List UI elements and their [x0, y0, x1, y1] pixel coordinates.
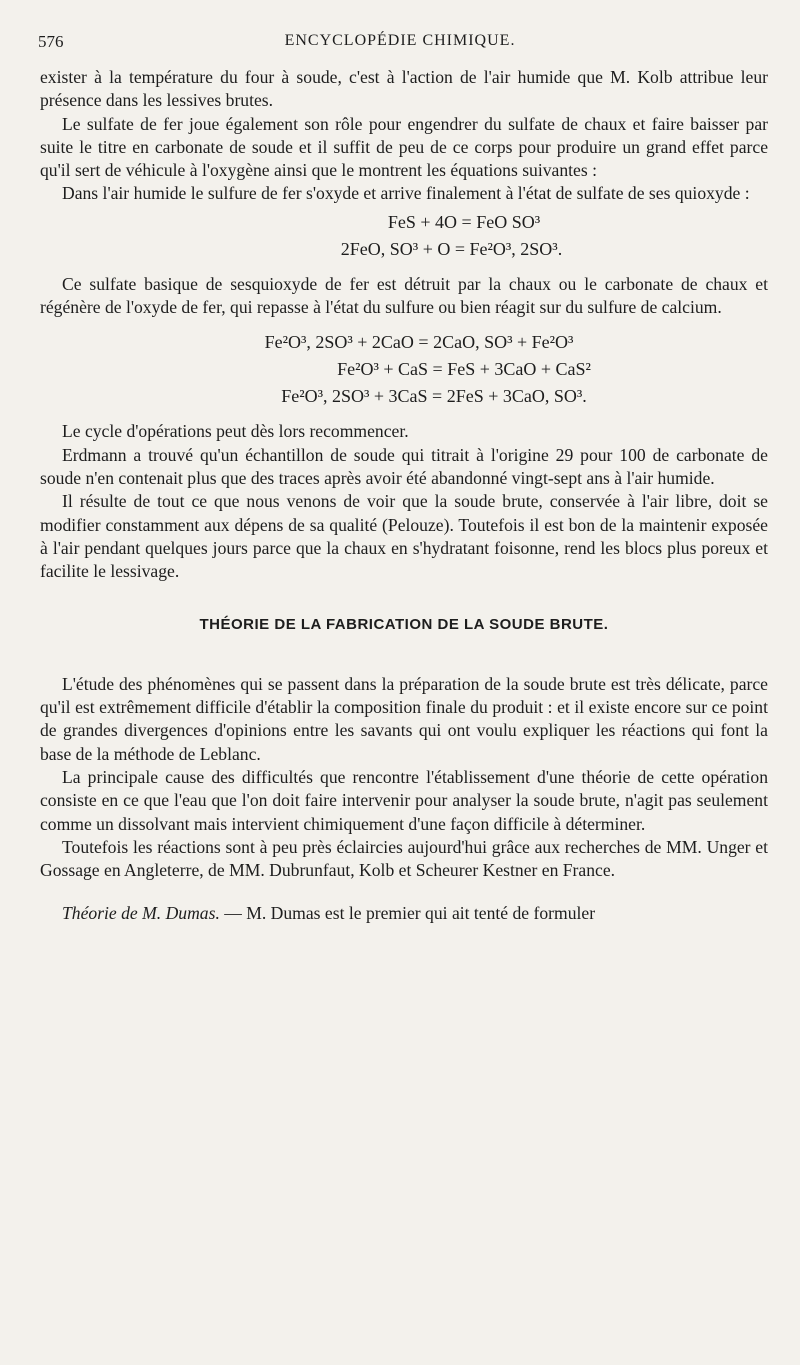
paragraph [40, 902, 768, 925]
subheading: Théorie de M. Dumas. [62, 903, 220, 924]
paragraph: Dans l'air humide le sulfure de fer s'oxyde et arrive finalement à l'état de sulfate de ses quioxyde : [62, 183, 750, 204]
paragraph: Le sulfate de fer joue également son rôle pour engendrer du sulfate de chaux et faire baisser par suite le titre en carbonate de soude et il suffit de peu de ce corps pour produire un grand effet parce qu'il sert de véhicule à l'oxygène ainsi que le montrent les équations suivantes : [40, 113, 768, 181]
page-number: 576 [38, 32, 64, 51]
equation: FeS + 4O = FeO SO³ [387, 211, 541, 232]
equation: Fe²O³ + CaS = FeS + 3CaO + CaS² [337, 359, 591, 380]
paragraph: Ce sulfate basique de sesquioxyde de fer est détruit par la chaux ou le carbonate de chaux et régénère de l'oxyde de fer, qui repasse à l'état du sulfure ou bien réagit sur du sulfure de calcium. [40, 273, 768, 318]
equation: 2FeO, SO³ + O = Fe²O³, 2SO³. [340, 238, 563, 259]
running-title: ENCYCLOPÉDIE CHIMIQUE. [284, 32, 516, 49]
equation-group [40, 209, 768, 263]
equation: Fe²O³, 2SO³ + 2CaO = 2CaO, SO³ + Fe²O³ [264, 332, 574, 353]
paragraph: Le cycle d'opérations peut dès lors recommencer. [62, 421, 409, 442]
equation-group [40, 329, 768, 410]
section-heading: THÉORIE DE LA FABRICATION DE LA SOUDE BRUTE. [199, 616, 609, 634]
equation: Fe²O³, 2SO³ + 3CaS = 2FeS + 3CaO, SO³. [281, 386, 587, 407]
page-header [38, 32, 762, 60]
paragraph: Toutefois les réactions sont à peu près éclaircies aujourd'hui grâce aux recherches de MM. Unger et Gossage en Angleterre, de MM. Dubrunfaut, Kolb et Scheurer Kestner en France. [40, 836, 768, 881]
paragraph: L'étude des phénomènes qui se passent dans la préparation de la soude brute est très délicate, parce qu'il est extrêmement difficile d'établir la composition finale du produit : et il existe encore sur ce point de grandes divergences d'opinions entre les savants qui ont voulu expliquer les réactions qui font la base de la méthode de Leblanc. [40, 673, 768, 764]
paragraph: La principale cause des difficultés que rencontre l'établissement d'une théorie de cette opération consiste en ce que l'eau que l'on doit faire intervenir pour analyser la soude brute, n'agit pas seulement comme un dissolvant mais intervient chimiquement d'une façon difficile à déterminer. [40, 766, 768, 834]
paragraph: exister à la température du four à soude, c'est à l'action de l'air humide que M. Kolb attribue leur présence dans les lessives brutes. [40, 67, 768, 111]
subheading-dash: — [219, 903, 247, 924]
page-body [40, 66, 768, 926]
paragraph-text: M. Dumas est le premier qui ait tenté de formuler [246, 903, 596, 924]
paragraph: Erdmann a trouvé qu'un échantillon de soude qui titrait à l'origine 29 pour 100 de carbonate de soude n'en contenait plus que des traces après avoir été abandonné vingt-sept ans à l'air humide. [40, 444, 768, 488]
paragraph: Il résulte de tout ce que nous venons de voir que la soude brute, conservée à l'air libre, doit se modifier constamment aux dépens de sa qualité (Pelouze). Toutefois il est bon de la maintenir exposée à l'air pendant quelques jours parce que la chaux en s'hydratant foisonne, rend les blocs plus poreux et facilite le lessivage. [40, 491, 768, 582]
